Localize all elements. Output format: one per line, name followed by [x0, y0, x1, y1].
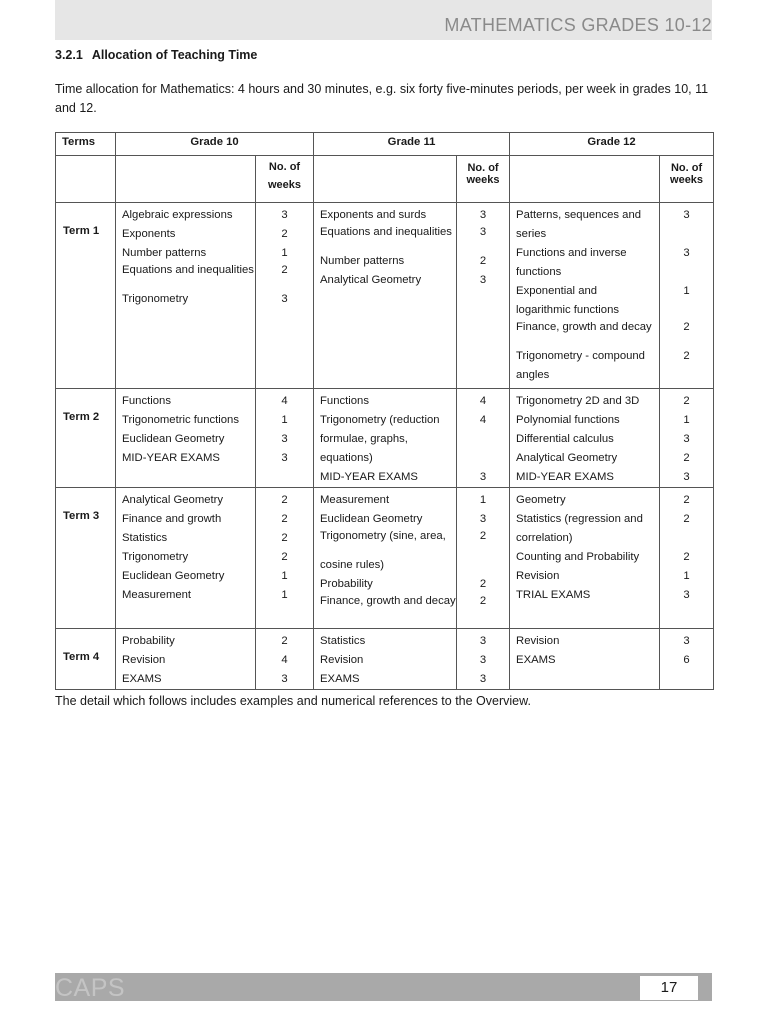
- topic-line: EXAMS: [516, 654, 556, 666]
- topic-line: Finance, growth and decay: [516, 321, 652, 333]
- time-allocation-table: [55, 132, 714, 690]
- section-heading: [55, 48, 257, 62]
- weeks-cell-g11: [457, 203, 510, 389]
- weeks-value: 3: [281, 673, 288, 685]
- term-label: Term 4: [56, 629, 116, 690]
- topic-line: Trigonometry (reduction: [320, 414, 440, 426]
- weeks-value: 3: [479, 274, 487, 286]
- topic-line: Equations and inequalities: [320, 226, 452, 238]
- page-number: 17: [640, 976, 698, 1000]
- topic-line: Equations and inequalities: [122, 264, 254, 276]
- weeks-value: 2: [479, 595, 487, 607]
- weeks-value: 3: [479, 654, 487, 666]
- topic-line: Analytical Geometry: [122, 494, 224, 506]
- weeks-value: 3: [683, 635, 690, 647]
- topic-line: EXAMS: [320, 673, 360, 685]
- topic-line: correlation): [516, 532, 573, 544]
- weeks-value: 1: [281, 414, 288, 426]
- weeks-value: 3: [479, 226, 487, 238]
- topics-cell-g11: [314, 629, 457, 690]
- topic-line: Revision: [320, 654, 364, 666]
- weeks-value: [457, 556, 509, 575]
- weeks-cell-g10: [256, 389, 314, 488]
- weeks-value: 1: [479, 494, 487, 506]
- topic-line: EXAMS: [122, 673, 162, 685]
- topic-line: TRIAL EXAMS: [516, 589, 591, 601]
- term-row: [56, 629, 714, 690]
- topic-line: Measurement: [320, 494, 390, 506]
- weeks-header-g12: No. of weeks: [660, 156, 714, 203]
- topics-cell-g11: [314, 488, 457, 629]
- weeks-value: 2: [683, 551, 690, 563]
- topic-line: Differential calculus: [516, 433, 614, 445]
- topic-line: Euclidean Geometry: [122, 570, 225, 582]
- topics-cell-g12: [510, 629, 660, 690]
- weeks-value: 2: [479, 530, 487, 542]
- term-label: Term 3: [56, 488, 116, 629]
- table-header-row: [56, 133, 714, 156]
- weeks-value: 2: [683, 350, 690, 362]
- weeks-header-g10: No. of weeks: [256, 156, 314, 203]
- topics-cell-g12: [510, 203, 660, 389]
- weeks-value: 3: [683, 589, 690, 601]
- weeks-cell-g11: [457, 629, 510, 690]
- topic-line: Statistics: [320, 635, 366, 647]
- topics-cell-g10: [116, 488, 256, 629]
- topics-cell-g12: [510, 389, 660, 488]
- term-row: [56, 389, 714, 488]
- topic-line: Geometry: [516, 494, 566, 506]
- topic-line: Functions: [320, 395, 369, 407]
- weeks-value: 4: [281, 654, 288, 666]
- term-row: [56, 488, 714, 629]
- weeks-cell-g12: [660, 389, 714, 488]
- weeks-cell-g12: [660, 488, 714, 629]
- weeks-value: 2: [281, 635, 288, 647]
- topic-line: Measurement: [122, 589, 192, 601]
- weeks-cell-g10: [256, 629, 314, 690]
- topic-line: Patterns, sequences and: [516, 209, 642, 221]
- topic-line: Finance and growth: [122, 513, 222, 525]
- grade-10-header: Grade 10: [116, 133, 314, 156]
- weeks-value: [457, 449, 509, 468]
- weeks-value: 2: [683, 452, 690, 464]
- term-label: Term 2: [56, 389, 116, 488]
- weeks-value: 3: [281, 433, 288, 445]
- weeks-value: 1: [281, 247, 288, 259]
- topic-line: MID-YEAR EXAMS: [320, 471, 418, 483]
- weeks-value: 3: [281, 452, 288, 464]
- weeks-value: 1: [683, 570, 690, 582]
- topic-line: Revision: [122, 654, 166, 666]
- topic-line: Statistics: [122, 532, 168, 544]
- weeks-value: 3: [281, 293, 288, 305]
- topics-cell-g10: [116, 389, 256, 488]
- topic-line: MID-YEAR EXAMS: [516, 471, 614, 483]
- topics-cell-g11: [314, 203, 457, 389]
- footer-bar: [55, 973, 712, 1001]
- weeks-value: [660, 263, 713, 282]
- topic-line: functions: [516, 266, 562, 278]
- weeks-value: [457, 430, 509, 449]
- topic-line: series: [516, 228, 547, 240]
- weeks-value: 2: [281, 551, 288, 563]
- weeks-value: 3: [479, 673, 487, 685]
- weeks-header-g11: No. of weeks: [457, 156, 510, 203]
- topic-line: Functions and inverse: [516, 247, 627, 259]
- weeks-value: 2: [683, 494, 690, 506]
- topic-line: formulae, graphs,: [320, 433, 408, 445]
- weeks-cell-g11: [457, 389, 510, 488]
- weeks-value: 2: [281, 513, 288, 525]
- weeks-value: 2: [683, 395, 690, 407]
- weeks-cell-g10: [256, 488, 314, 629]
- topic-line: cosine rules): [320, 559, 385, 571]
- weeks-value: 2: [281, 532, 288, 544]
- weeks-value: 3: [683, 209, 690, 221]
- weeks-value: 2: [479, 255, 487, 267]
- terms-header: Terms: [56, 133, 116, 156]
- section-title: Allocation of Teaching Time: [91, 48, 258, 62]
- topic-line: Trigonometry (sine, area,: [320, 530, 446, 542]
- topic-line: MID-YEAR EXAMS: [122, 452, 220, 464]
- topic-line: Counting and Probability: [516, 551, 640, 563]
- topic-line: Analytical Geometry: [320, 274, 422, 286]
- section-number: 3.2.1: [55, 48, 83, 62]
- weeks-cell-g10: [256, 203, 314, 389]
- weeks-value: 1: [683, 285, 690, 297]
- weeks-value: [660, 301, 713, 320]
- weeks-value: 3: [683, 247, 690, 259]
- topic-line: equations): [320, 452, 373, 464]
- weeks-value: 3: [479, 209, 487, 221]
- topic-line: Exponents: [122, 228, 176, 240]
- topic-line: Polynomial functions: [516, 414, 620, 426]
- weeks-value: 6: [683, 654, 690, 666]
- weeks-value: 4: [479, 414, 487, 426]
- topic-line: Trigonometry: [122, 551, 189, 563]
- weeks-value: 2: [281, 494, 288, 506]
- topics-cell-g10: [116, 629, 256, 690]
- term-label: Term 1: [56, 203, 116, 389]
- weeks-value: 3: [683, 471, 690, 483]
- topics-cell-g10: [116, 203, 256, 389]
- topic-line: logarithmic functions: [516, 304, 620, 316]
- topic-line: Exponential and: [516, 285, 598, 297]
- weeks-value: 4: [281, 395, 288, 407]
- weeks-value: 2: [479, 578, 487, 590]
- topics-cell-g11: [314, 389, 457, 488]
- topic-line: Probability: [320, 578, 373, 590]
- weeks-value: 3: [281, 209, 288, 221]
- weeks-value: 2: [683, 513, 690, 525]
- topic-line: Revision: [516, 635, 560, 647]
- term-row: [56, 203, 714, 389]
- weeks-value: [660, 529, 713, 548]
- topic-line: angles: [516, 369, 550, 381]
- document-title: MATHEMATICS GRADES 10-12: [444, 15, 712, 35]
- topic-line: Algebraic expressions: [122, 209, 233, 221]
- table-subheader-row: [56, 156, 714, 203]
- topic-line: Revision: [516, 570, 560, 582]
- footer-brand: CAPS: [55, 974, 126, 1002]
- topics-cell-g12: [510, 488, 660, 629]
- topic-line: Finance, growth and decay: [320, 595, 456, 607]
- weeks-value: 1: [281, 589, 288, 601]
- topic-line: Exponents and surds: [320, 209, 427, 221]
- weeks-value: 1: [683, 414, 690, 426]
- weeks-value: [660, 366, 713, 385]
- weeks-cell-g11: [457, 488, 510, 629]
- topic-line: Number patterns: [122, 247, 207, 259]
- intro-paragraph: Time allocation for Mathematics: 4 hours and 30 minutes, e.g. six forty five-minutes periods, per week in grades 10, 11 and 12.: [55, 82, 709, 115]
- grade-12-header: Grade 12: [510, 133, 714, 156]
- topic-line: Trigonometry 2D and 3D: [516, 395, 640, 407]
- weeks-value: 3: [479, 513, 487, 525]
- closing-paragraph: The detail which follows includes examples and numerical references to the Overview.: [55, 694, 531, 708]
- topic-line: Probability: [122, 635, 175, 647]
- weeks-value: [660, 225, 713, 244]
- topic-line: Trigonometric functions: [122, 414, 239, 426]
- topic-line: Euclidean Geometry: [320, 513, 423, 525]
- weeks-value: 3: [683, 433, 690, 445]
- weeks-value: 2: [683, 321, 690, 333]
- weeks-value: 2: [281, 228, 288, 240]
- weeks-value: 1: [281, 570, 288, 582]
- weeks-value: 4: [479, 395, 487, 407]
- topic-line: Trigonometry: [122, 293, 189, 305]
- topic-line: Number patterns: [320, 255, 405, 267]
- weeks-value: 3: [479, 635, 487, 647]
- weeks-cell-g12: [660, 203, 714, 389]
- weeks-value: 3: [479, 471, 487, 483]
- topic-line: Functions: [122, 395, 171, 407]
- weeks-value: 2: [281, 264, 288, 276]
- grade-11-header: Grade 11: [314, 133, 510, 156]
- weeks-cell-g12: [660, 629, 714, 690]
- topic-line: Statistics (regression and: [516, 513, 643, 525]
- topic-line: Trigonometry - compound: [516, 350, 645, 362]
- topic-line: Euclidean Geometry: [122, 433, 225, 445]
- topic-line: Analytical Geometry: [516, 452, 618, 464]
